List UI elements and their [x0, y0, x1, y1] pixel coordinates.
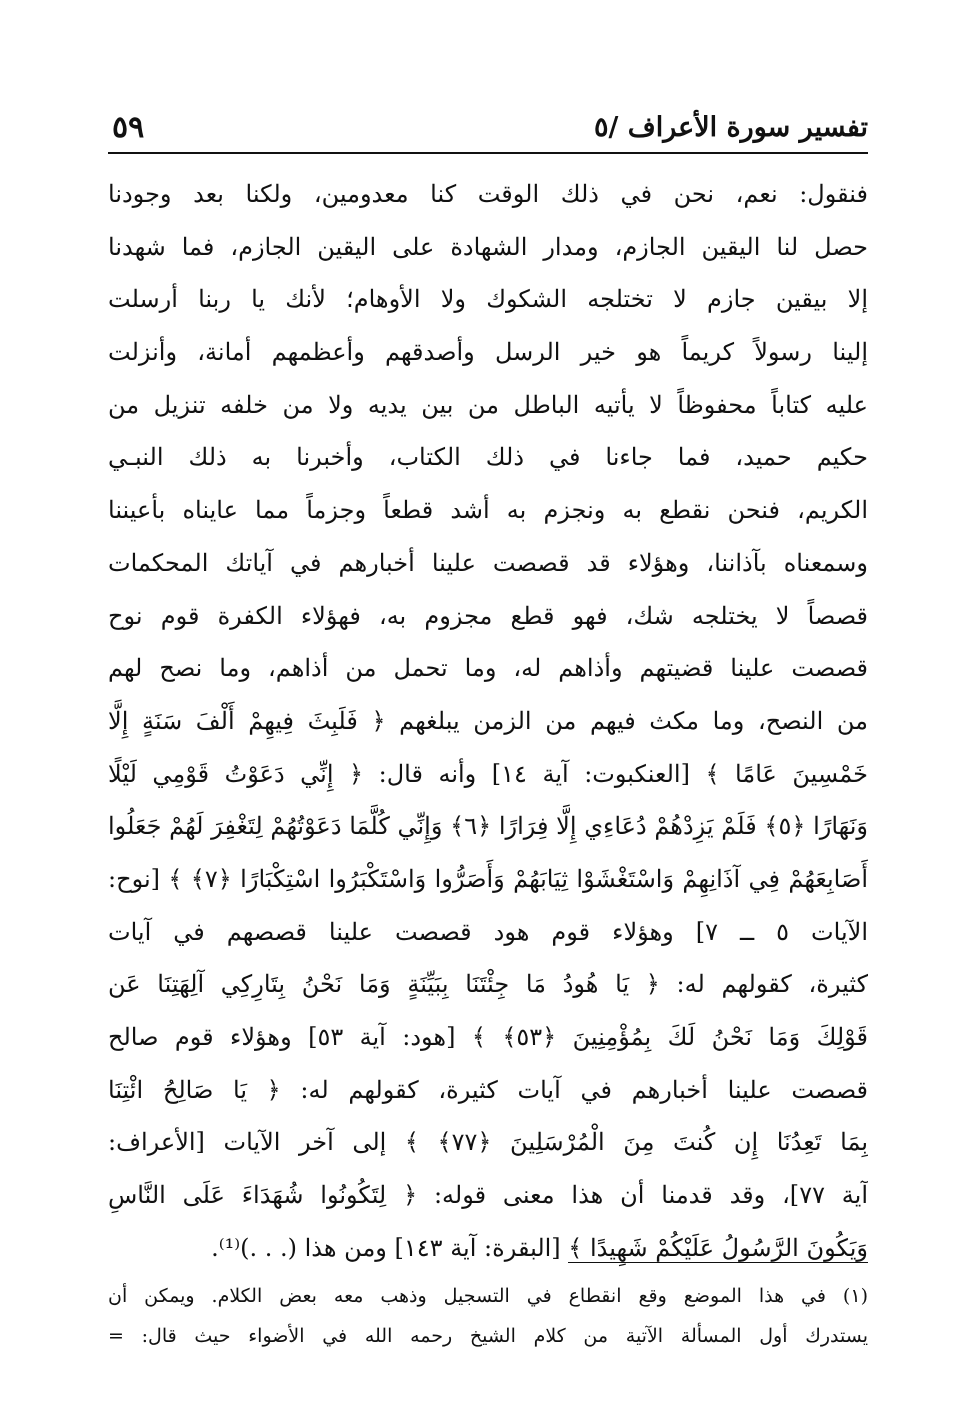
- page-number: ٥٩: [112, 110, 145, 145]
- text-line: حصل لنا اليقين الجازم، ومدار الشهادة على اليقين الجازم، فما شهدنا: [108, 232, 868, 261]
- text-line: قصصت علينا أخبارهم في آيات كثيرة، كقولهم له: ﴿ يَا صَالِحُ ائْتِنَا: [108, 1075, 868, 1104]
- text-line: أَصَابِعَهُمْ فِي آذَانِهِمْ وَاسْتَغْشَوْا ثِيَابَهُمْ وَأَصَرُّوا وَاسْتَكْبَرُوا اسْتِكْبَارًا ﴿٧﴾ ﴾ [نوح:: [108, 864, 868, 893]
- text-line: عليه كتاباً محفوظاً لا يأتيه الباطل من بين يديه ولا من خلفه تنزيل من: [108, 390, 868, 419]
- text-line: حكيم حميد، فما جاءنا في ذلك الكتاب، وأخبرنا به ذلك النبـي: [108, 443, 868, 472]
- text-line: الكريم، فنحن نقطع به ونجزم به أشد قطعاً وجزماً مما عايناه بأعيننا: [108, 496, 868, 525]
- footnote-separator: [568, 1262, 868, 1263]
- text-line: قصصت علينا قضيتهم وأذاهم له، وما تحمل من أذاهم، وما نصح لهم: [108, 654, 868, 683]
- text-line: كثيرة، كقولهم له: ﴿ يَا هُودُ مَا جِئْتَنَا بِبَيِّنَةٍ وَمَا نَحْنُ بِتَارِكِي آلِهَتِنَا عَن: [108, 970, 868, 999]
- footnote-line: (١) في هذا الموضع وقع انقطاع في التسجيل وذهب معه بعض الكلام. ويمكن أن: [108, 1285, 868, 1307]
- header-rule: [108, 152, 868, 154]
- text-line: بِمَا تَعِدُنَا إِن كُنتَ مِنَ الْمُرْسَلِينَ ﴿٧٧﴾ ﴾ إلى آخر الآيات [الأعراف:: [108, 1128, 868, 1157]
- page-header: [108, 110, 868, 150]
- running-title: تفسير سورة الأعراف /٥: [593, 112, 868, 143]
- body-text: [108, 168, 868, 1274]
- text-line: إلا بيقين جازم لا تختلجه الشكوك ولا الأوهام؛ لأنك يا ربنا أرسلت: [108, 285, 868, 314]
- text-line: وسمعناه بآذاننا، وهؤلاء قد قصصت علينا أخبارهم في آياتك المحكمات: [108, 548, 868, 577]
- footnote-line: يستدرك أول المسألة الآتية من كلام الشيخ رحمه الله في الأضواء حيث قال: =: [108, 1325, 868, 1347]
- text-line: من النصح، وما مكث فيهم من الزمن يبلغهم ﴿ فَلَبِثَ فِيهِمْ أَلْفَ سَنَةٍ إِلَّا: [108, 706, 868, 735]
- text-line: إلينا رسولاً كريماً هو خير الرسل وأصدقهم وأعظمهم أمانة، وأنزلت: [108, 338, 868, 367]
- footnotes: [108, 1276, 868, 1356]
- text-line: آية ٧٧]، وقد قدمنا أن هذا معنى قوله: ﴿ لِتَكُونُوا شُهَدَاءَ عَلَى النَّاسِ: [108, 1181, 868, 1210]
- text-line: فنقول: نعم، نحن في ذلك الوقت كنا معدومين، ولكنا بعد وجودنا: [108, 180, 868, 208]
- text-line: خَمْسِينَ عَامًا ﴾ [العنكبوت: آية ١٤] وأنه قال: ﴿ إِنِّي دَعَوْتُ قَوْمِي لَيْلًا: [108, 759, 868, 788]
- text-line: وَنَهَارًا ﴿٥﴾ فَلَمْ يَزِدْهُمْ دُعَاءِي إِلَّا فِرَارًا ﴿٦﴾ وَإِنِّي كُلَّمَا دَعَوْتُهُمْ لِتَغْفِرَ لَهُمْ جَعَلُوا: [108, 812, 868, 841]
- text-line: قَوْلِكَ وَمَا نَحْنُ لَكَ بِمُؤْمِنِينَ ﴿٥٣﴾ ﴾ [هود: آية ٥٣] وهؤلاء قوم صالح: [108, 1023, 868, 1051]
- text-line: وَيَكُونَ الرَّسُولُ عَلَيْكُمْ شَهِيدًا ﴾ [البقرة: آية ١٤٣] ومن هذا (. . .)⁽¹⁾.: [211, 1233, 868, 1262]
- text-line: الآيات ٥ ــ ٧] وهؤلاء قوم هود قصصت علينا قصصهم في آيات: [108, 917, 868, 946]
- text-line: قصصاً لا يختلجه شك، فهو قطع مجزوم به، فهؤلاء الكفرة قوم نوح: [108, 601, 868, 630]
